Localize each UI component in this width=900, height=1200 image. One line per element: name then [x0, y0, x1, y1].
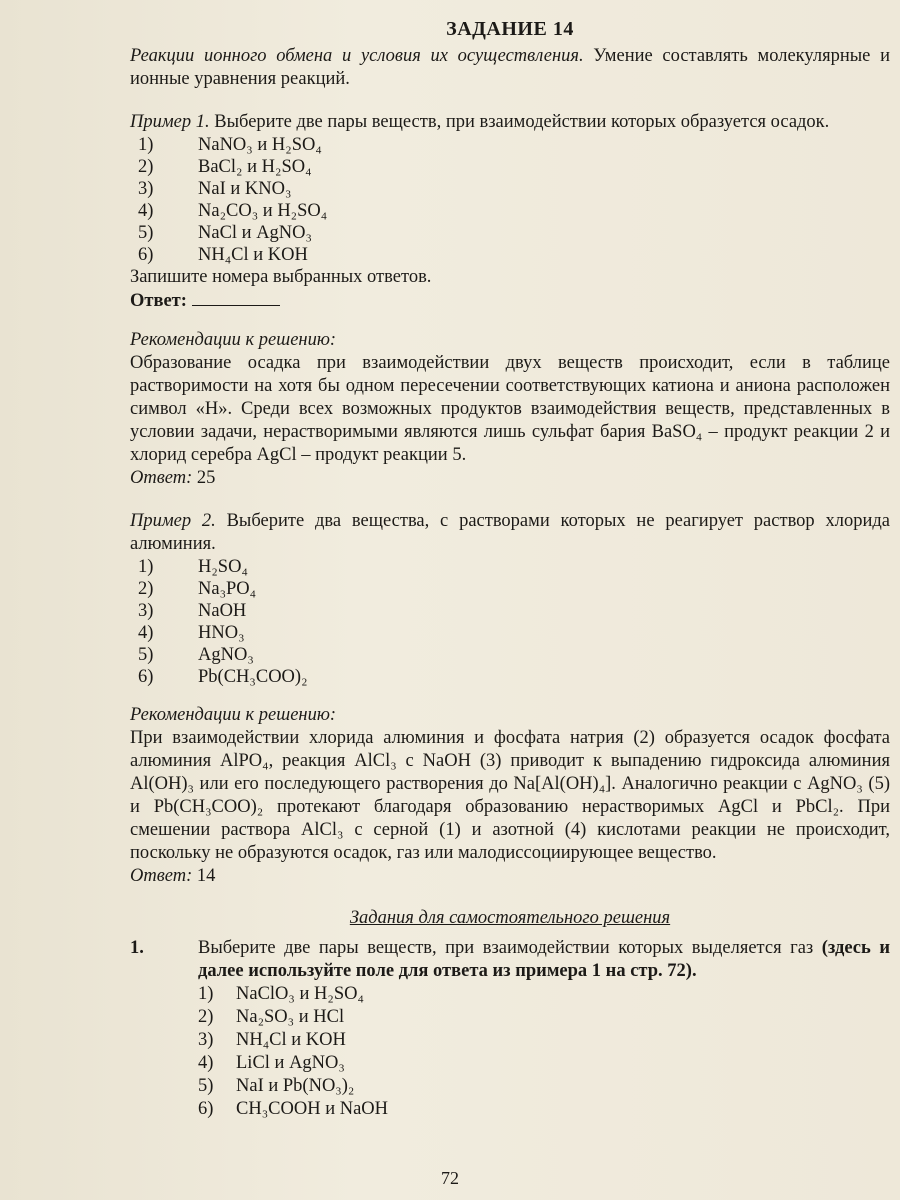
- example1-answer-field: [130, 289, 890, 313]
- task1-note: (здесь и далее используйте поле для ответа из примера 1 на стр. 72).: [198, 938, 890, 981]
- example2-answer: Ответ: 14: [130, 866, 216, 886]
- example2-text: Выберите два вещества, с растворами которых не реагирует раствор хлорида алюминия.: [130, 511, 890, 554]
- option-item: 2) Na₂SO₃ и HCl: [198, 1007, 345, 1027]
- example2-rec-title: Рекомендации к решению:: [130, 705, 337, 725]
- page-number: 72: [441, 1168, 459, 1188]
- option-item: 1) H₂SO₄: [138, 557, 248, 577]
- option-item: 6) Pb(CH₃COO)₂: [138, 667, 308, 687]
- option-item: 3) NaI и KNO₃: [138, 179, 292, 199]
- option-item: 5) NaCl и AgNO₃: [138, 223, 312, 243]
- option-item: 2) Na₃PO₄: [138, 579, 257, 599]
- task-intro: [130, 45, 890, 91]
- example1-instruction: Запишите номера выбранных ответов.: [130, 267, 432, 287]
- example2-options: [138, 556, 890, 688]
- example1-text: Выберите две пары веществ, при взаимодействии которых образуется осадок.: [209, 112, 830, 132]
- option-item: 5) AgNO₃: [138, 645, 254, 665]
- option-item: 2) BaCl₂ и H₂SO₄: [138, 157, 312, 177]
- page-content: [130, 18, 890, 1121]
- example1-rec-title: Рекомендации к решению:: [130, 330, 337, 350]
- task1-number: 1.: [130, 938, 144, 958]
- intro-skill: Умение составлять молекулярные и ионные уравнения реакций.: [130, 46, 890, 89]
- example1-rec-text: Образование осадка при взаимодействии двух веществ происходит, если в таблице растворимости на хотя бы одном пересечении соответствующих катиона и аниона расположен символ «Н». Среди всех возможных продуктов взаимодействия веществ, представленных в условии задачи, нерастворимыми являются лишь сульфат бария BaSO₄ – продукт реакции 2 и хлорид серебра AgCl – продукт реакции 5.: [130, 353, 890, 465]
- task1-options: [198, 983, 890, 1121]
- option-item: 4) HNO₃: [138, 623, 245, 643]
- task1: [130, 937, 890, 983]
- option-item: 4) Na₂CO₃ и H₂SO₄: [138, 201, 328, 221]
- intro-topic: Реакции ионного обмена и условия их осуществления.: [130, 46, 584, 66]
- example1-question: [130, 111, 890, 134]
- option-item: 6) NH₄Cl и KOH: [138, 245, 308, 265]
- example2-question: [130, 510, 890, 556]
- option-item: 1) NaNO₃ и H₂SO₄: [138, 135, 322, 155]
- answer-field-label: Ответ:: [130, 291, 187, 311]
- example1-options: [138, 134, 890, 266]
- self-study-heading: Задания для самостоятельного решения: [349, 908, 671, 928]
- example2-label: Пример 2.: [130, 511, 216, 531]
- page-title: ЗАДАНИЕ 14: [446, 18, 574, 40]
- example1-label: Пример 1.: [130, 112, 210, 132]
- option-item: 4) LiCl и AgNO₃: [198, 1053, 345, 1073]
- option-item: 3) NaOH: [138, 601, 247, 621]
- option-item: 1) NaClO₃ и H₂SO₄: [198, 984, 364, 1004]
- example1-answer: Ответ: 25: [130, 468, 216, 488]
- option-item: 5) NaI и Pb(NO₃)₂: [198, 1076, 355, 1096]
- option-item: 3) NH₄Cl и KOH: [198, 1030, 346, 1050]
- task1-text: Выберите две пары веществ, при взаимодействии которых выделяется газ: [198, 938, 822, 958]
- answer-blank-line: [192, 289, 280, 306]
- example2-rec-text: При взаимодействии хлорида алюминия и фосфата натрия (2) образуется осадок фосфата алюминия AlPO₄, реакция AlCl₃ с NaOH (3) приводит к выпадению гидроксида алюминия Al(OH)₃ или его последующего растворения до Na[Al(OH)₄]. Аналогично реакции с AgNO₃ (5) и Pb(CH₃COO)₂ протекают благодаря образованию нерастворимых AgCl и PbCl₂. При смешении раствора AlCl₃ с серной (1) и азотной (4) кислотами реакции не происходит, поскольку не образуются осадок, газ или малодиссоциирующее вещество.: [130, 728, 890, 863]
- option-item: 6) CH₃COOH и NaOH: [198, 1099, 389, 1119]
